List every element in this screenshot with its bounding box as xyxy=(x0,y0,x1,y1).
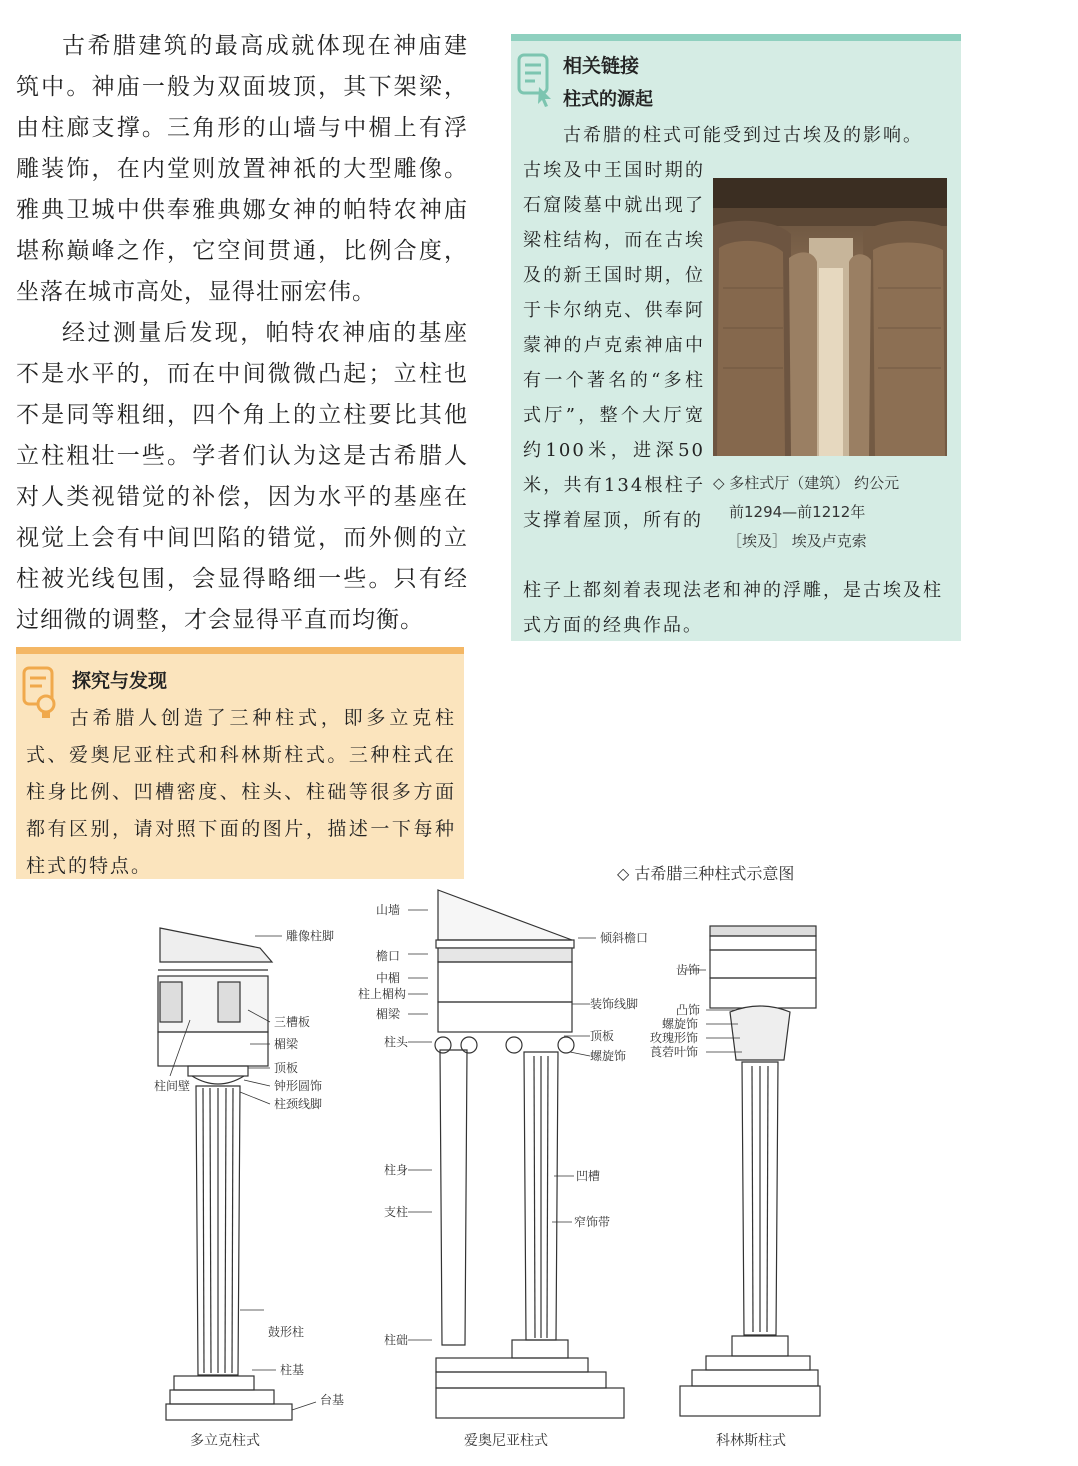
doric-caption: 多立克柱式 xyxy=(190,1433,260,1449)
paragraph: 经过测量后发现，帕特农神庙的基座不是水平的，而在中间微微凸起；立柱也不是同等粗细，四个角上的立柱要比其他立柱粗壮一些。学者们认为这是古希腊人对人类视错觉的补偿，因为水平的基座在视觉上会有中间凹陷的错觉，而外侧的立柱被光线包围，会显得略细一些。只有经过细微的调整，才会显得平直而均衡。 xyxy=(16,320,468,633)
link-body-tail: 柱子上都刻着表现法老和神的浮雕，是古埃及柱式方面的经典作品。 xyxy=(523,580,943,636)
explore-box xyxy=(16,647,464,879)
diagram-label: 螺旋饰 xyxy=(662,1017,699,1031)
link-subheading: 柱式的源起 xyxy=(563,89,653,110)
photo-caption xyxy=(713,469,953,556)
diagram-label: 雕像柱脚 xyxy=(286,929,335,943)
diagram-label: 柱上楣构 xyxy=(358,987,407,1001)
column-orders-diagram xyxy=(140,880,840,1460)
diagram-label: 支柱 xyxy=(384,1205,409,1219)
diagram-label: 柱身 xyxy=(384,1163,409,1177)
document-pointer-icon xyxy=(515,51,555,111)
link-body: 古埃及中王国时期的石窟陵墓中就出现了梁柱结构，而在古埃及的新王国时期，位于卡尔纳克、供奉阿蒙神的卢克索神庙中有一个著名的“多柱式厅”，整个大厅宽约100米，进深50米，共有134根柱子支撑着屋顶，所有的 xyxy=(523,160,705,531)
diagram-label: 楣梁 xyxy=(274,1037,299,1051)
related-link-box xyxy=(511,34,961,641)
diagram-label: 倾斜檐口 xyxy=(600,931,649,945)
diagram-label: 顶板 xyxy=(274,1061,299,1075)
diagram-label: 凸饰 xyxy=(676,1003,701,1017)
diagram-label: 柱颈线脚 xyxy=(274,1097,323,1111)
corinthian-caption: 科林斯柱式 xyxy=(716,1433,786,1449)
diagram-label: 凹槽 xyxy=(576,1169,601,1183)
diagram-label: 装饰线脚 xyxy=(590,997,639,1011)
diagram-label: 檐口 xyxy=(376,949,401,963)
diagram-label: 玫瑰形饰 xyxy=(650,1031,699,1045)
diagram-label: 台基 xyxy=(320,1393,345,1407)
diagram-label: 三槽板 xyxy=(274,1015,311,1029)
diagram-label: 窄饰带 xyxy=(574,1215,611,1229)
diagram-label: 柱础 xyxy=(384,1333,409,1347)
diagram-label: 螺旋饰 xyxy=(590,1049,627,1063)
diagram-label: 顶板 xyxy=(590,1029,615,1043)
diagram-label: 齿饰 xyxy=(676,963,701,977)
ionic-caption: 爱奥尼亚柱式 xyxy=(464,1433,548,1449)
explore-heading: 探究与发现 xyxy=(72,670,168,692)
diagram-label: 莨菪叶饰 xyxy=(650,1045,699,1059)
figure-title: ◇ 古希腊三种柱式示意图 xyxy=(617,864,795,883)
diagram-label: 柱基 xyxy=(280,1363,305,1377)
diagram-label: 柱头 xyxy=(384,1035,409,1049)
paragraph: 古希腊建筑的最高成就体现在神庙建筑中。神庙一般为双面坡顶，其下架梁，由柱廊支撑。三角形的山墙与中楣上有浮雕装饰，在内堂则放置神祇的大型雕像。雅典卫城中供奉雅典娜女神的帕特农神庙堪称巅峰之作，它空间贯通，比例合度，坐落在城市高处，显得壮丽宏伟。 xyxy=(16,33,468,305)
link-intro: 古希腊的柱式可能受到过古埃及的影响。 xyxy=(563,125,923,146)
diagram-label: 中楣 xyxy=(376,971,401,985)
diagram-label: 楣梁 xyxy=(376,1007,401,1021)
diagram-label: 柱间壁 xyxy=(154,1079,191,1093)
hypostyle-hall-photo xyxy=(713,178,947,456)
explore-body: 古希腊人创造了三种柱式，即多立克柱式、爱奥尼亚柱式和科林斯柱式。三种柱式在柱身比例、凹槽密度、柱头、柱础等很多方面都有区别，请对照下面的图片，描述一下每种柱式的特点。 xyxy=(26,707,456,877)
diagram-label: 钟形圆饰 xyxy=(274,1079,323,1093)
caption-line: ◇ 多柱式厅（建筑） 约公元 xyxy=(713,474,900,492)
diagram-label: 鼓形柱 xyxy=(268,1325,305,1339)
main-text xyxy=(16,26,468,641)
link-heading: 相关链接 xyxy=(563,55,640,77)
diagram-label: 山墙 xyxy=(376,903,401,917)
caption-line: ［埃及］ 埃及卢克索 xyxy=(727,532,867,550)
caption-line: 前1294—前1212年 xyxy=(729,503,866,521)
